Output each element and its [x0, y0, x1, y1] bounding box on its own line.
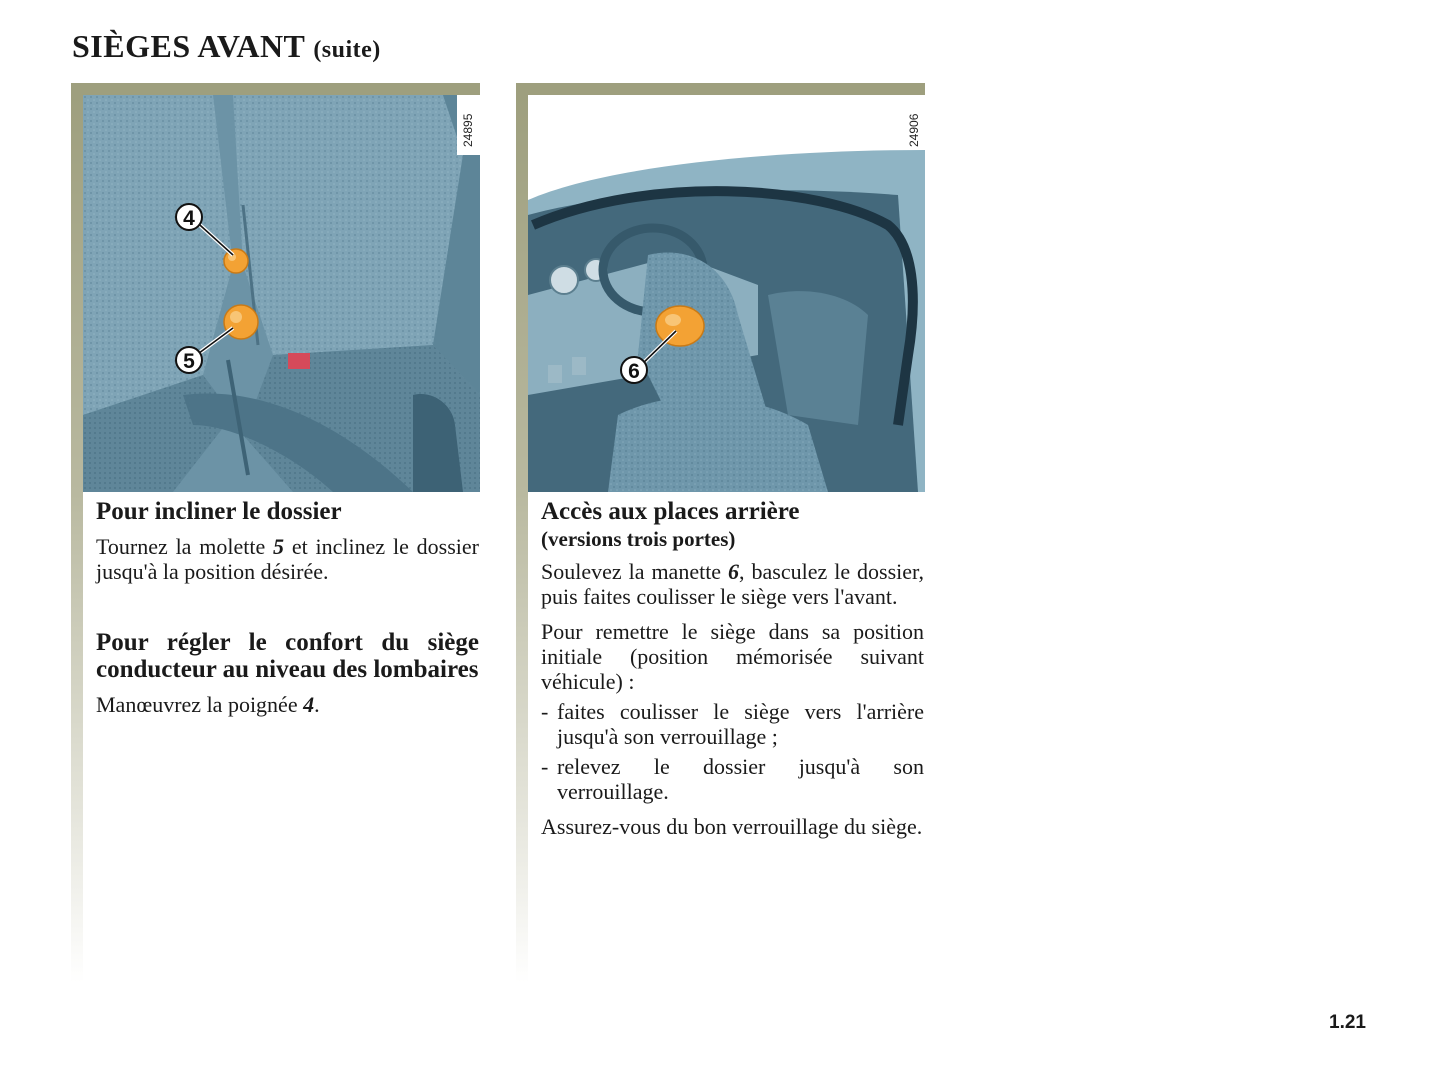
callout-5-label: 5: [183, 350, 195, 373]
bullet-raise: [541, 754, 924, 804]
seat-illustration: [83, 95, 480, 492]
ref-4: 4: [303, 692, 315, 717]
section-rear-access: [541, 498, 924, 839]
para-lift-b: , basculez le dossier, puis faites coulisser le siège vers l'avant.: [541, 559, 924, 609]
bullet-dash: -: [541, 754, 549, 779]
heading-lumbar: Pour régler le confort du siège conducteur au niveau des lombaires: [96, 629, 479, 683]
left-column: [71, 83, 480, 983]
callout-5: [176, 347, 202, 373]
text-incline: [96, 534, 479, 584]
callout-4: [176, 204, 202, 230]
page-number: 1.21: [1329, 1012, 1366, 1033]
subheading-versions: (versions trois portes): [541, 527, 736, 551]
text-incline-b: et inclinez le dossier jusqu'à la position désirée.: [96, 534, 479, 584]
ref-5: 5: [273, 534, 285, 559]
para-lift: [541, 559, 924, 609]
para-lift-a: Soulevez la manette: [541, 559, 729, 584]
section-lumbar: [96, 629, 479, 717]
bullet-dash: -: [541, 699, 549, 724]
callout-4-label: 4: [183, 207, 195, 230]
ref-6: 6: [728, 559, 740, 584]
text-lumbar-a: Manœuvrez la poignée: [96, 692, 304, 717]
text-incline-a: Tournez la molette: [96, 534, 274, 559]
heading-rear-access: Accès aux places arrière: [541, 498, 800, 525]
text-lumbar: [96, 692, 479, 717]
bullet-slide: [541, 699, 924, 749]
section-incline: [96, 498, 479, 584]
seat-drawing: [83, 95, 480, 492]
figure-code: 24895: [461, 113, 475, 147]
heading-incline: Pour incliner le dossier: [96, 498, 342, 525]
column-rail: [71, 95, 83, 983]
column-rail: [516, 95, 528, 983]
para-reset: Pour remettre le siège dans sa position initiale (position mémorisée suivant véhicule) :: [541, 619, 924, 694]
bullet-raise-text: relevez le dossier jusqu'à son verrouillage.: [557, 754, 924, 804]
bullet-slide-text: faites coulisser le siège vers l'arrière jusqu'à son verrouillage ;: [557, 699, 924, 749]
para-check-lock: Assurez-vous du bon verrouillage du siège.: [541, 814, 923, 839]
text-lumbar-b: .: [314, 692, 320, 717]
right-column: [516, 83, 925, 983]
callout-6: [621, 357, 647, 383]
page-title: [72, 28, 381, 65]
title-main: SIÈGES AVANT: [72, 28, 305, 64]
knob-recline: [224, 305, 258, 339]
figure-code: 24906: [907, 113, 921, 147]
knob-release: [656, 306, 704, 346]
car-access-illustration: [528, 95, 925, 492]
callout-6-label: 6: [628, 360, 640, 383]
car-drawing: [528, 95, 925, 492]
title-suffix: (suite): [313, 37, 381, 63]
